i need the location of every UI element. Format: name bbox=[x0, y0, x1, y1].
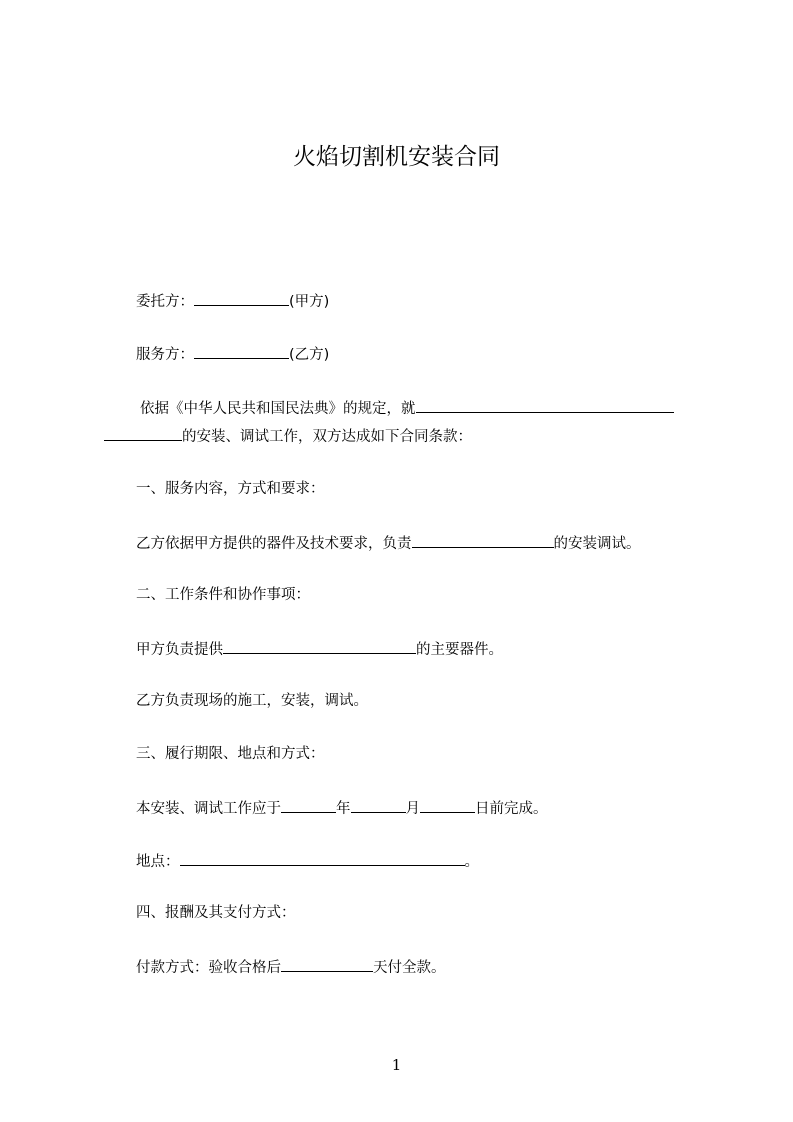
section-1-line-suffix: 的安装调试。 bbox=[553, 536, 641, 552]
section-1-line-prefix: 乙方依据甲方提供的器件及技术要求，负责 bbox=[136, 536, 412, 552]
intro-blank-2 bbox=[104, 425, 182, 441]
party-b-suffix: (乙方) bbox=[289, 347, 330, 363]
section-4-heading: 四、报酬及其支付方式： bbox=[136, 905, 296, 921]
location-label: 地点： bbox=[136, 854, 180, 870]
year-label: 年 bbox=[336, 801, 351, 817]
intro-text-1: 依据《中华人民共和国民法典》的规定，就 bbox=[140, 401, 416, 417]
section-2-line-1 bbox=[136, 638, 503, 660]
payment-prefix: 付款方式：验收合格后 bbox=[136, 960, 281, 976]
intro-line-1 bbox=[140, 397, 674, 419]
schedule-prefix: 本安装、调试工作应于 bbox=[136, 801, 281, 817]
section-1-blank bbox=[412, 532, 554, 548]
section-3-heading: 三、履行期限、地点和方式： bbox=[136, 746, 325, 762]
intro-line-2 bbox=[104, 425, 472, 447]
section-2-line-2: 乙方负责现场的施工，安装，调试。 bbox=[136, 693, 368, 709]
month-blank bbox=[351, 797, 406, 813]
intro-blank-1 bbox=[416, 397, 674, 413]
section-2-blank bbox=[223, 638, 416, 654]
section-2-line-1-prefix: 甲方负责提供 bbox=[136, 642, 223, 658]
section-2-line-1-suffix: 的主要器件。 bbox=[416, 642, 503, 658]
intro-text-2: 的安装、调试工作，双方达成如下合同条款： bbox=[182, 429, 472, 445]
party-b-label: 服务方： bbox=[136, 347, 194, 363]
year-blank bbox=[281, 797, 336, 813]
location-blank bbox=[180, 850, 465, 866]
party-a-blank bbox=[194, 290, 289, 306]
schedule-line bbox=[136, 797, 548, 819]
party-a-suffix: (甲方) bbox=[289, 294, 330, 310]
party-b-blank bbox=[194, 343, 289, 359]
section-1-line bbox=[136, 532, 641, 554]
section-2-heading: 二、工作条件和协作事项： bbox=[136, 587, 310, 603]
document-title: 火焰切割机安装合同 bbox=[293, 144, 500, 170]
party-b-line bbox=[136, 343, 329, 365]
day-blank bbox=[420, 797, 475, 813]
location-suffix: 。 bbox=[464, 854, 479, 870]
party-a-line bbox=[136, 290, 329, 312]
party-a-label: 委托方： bbox=[136, 294, 194, 310]
month-label: 月 bbox=[405, 801, 420, 817]
payment-line bbox=[136, 956, 446, 978]
page-number: 1 bbox=[391, 1056, 402, 1074]
payment-suffix: 天付全款。 bbox=[373, 960, 446, 976]
payment-blank bbox=[281, 956, 373, 972]
location-line bbox=[136, 850, 479, 872]
schedule-suffix: 日前完成。 bbox=[475, 801, 548, 817]
section-1-heading: 一、服务内容，方式和要求： bbox=[136, 481, 325, 497]
